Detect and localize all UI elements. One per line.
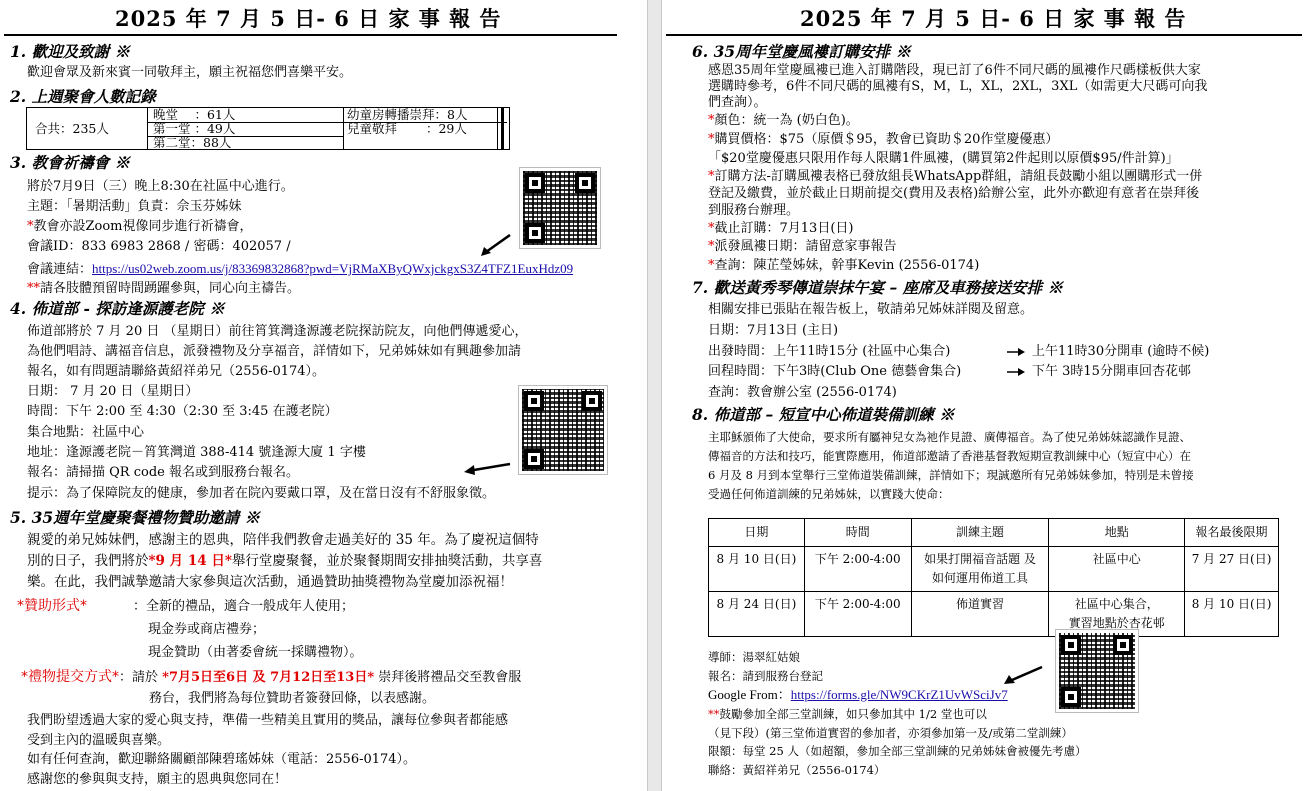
page-title: 2025 年 7 月 5 日- 6 日 家 事 報 告 <box>800 6 1187 31</box>
prayer-meeting-id: 會議ID：833 6983 2868 / 密碼：402057 / <box>27 239 291 254</box>
table-header: 地點 <box>1049 519 1185 547</box>
table-cell: 下午 2:00-4:00 <box>804 592 911 637</box>
sponsor-text: 別的日子，我們將於*9 月 14 日*舉行堂慶聚餐，並於聚餐期間安排抽獎活動，共享喜 <box>27 553 543 569</box>
prayer-date: 將於7月9日（三）晚上8:30在社區中心進行。 <box>27 179 294 194</box>
google-form-link[interactable]: https://forms.gle/NW9CKrZ1UvWSciJv7 <box>790 687 1008 702</box>
visit-date: 日期： 7 月 20 日（星期日） <box>27 384 199 399</box>
table-cell: 8 月 24 日(日) <box>709 592 805 637</box>
table-cell: 下午 2:00-4:00 <box>804 547 911 592</box>
page-gutter <box>647 0 662 791</box>
jacket-deadline: *截止訂購：7月13日(日) <box>708 221 854 236</box>
title-rule <box>4 34 617 36</box>
table-cell: 7 月 27 日(日) <box>1185 547 1279 592</box>
jacket-discount-note: 「$20堂慶優惠只限用作每人限購1件風褸，(購買第2件起則以原價$95/件計算)」 <box>708 151 1179 166</box>
sponsor-thanks: 感謝您的參與與支持，願主的恩典與您同在！ <box>27 772 288 787</box>
attendance-kids: 兒童敬拜 ：29人 <box>347 121 467 136</box>
jacket-text: 們查詢）。 <box>708 95 767 110</box>
gift-submission: 務台，我們將為每位贊助者簽發回條，以表感謝。 <box>149 691 436 706</box>
table-row <box>709 592 1279 637</box>
jacket-text: 感恩35周年堂慶風褸已進入訂購階段，現已訂了6件不同尺碼的風褸作尺碼樣板供大家 <box>708 63 1201 78</box>
training-intro: 6 月及 8 月到本堂舉行三堂佈道裝備訓練，詳情如下；現誠邀所有兄弟姊妹參加，特別是未曾接 <box>708 468 1194 482</box>
farewell-return-bus: 下午 3時15分開車回杏花邨 <box>1032 364 1191 379</box>
farewell-depart-bus: 上午11時30分開車 (逾時不候) <box>1032 344 1210 359</box>
training-intro: 受過任何佈道訓練的兄弟姊妹，以實踐大使命： <box>708 487 950 501</box>
visit-text: 報名，如有問題請聯絡黃紹祥弟兄（2556-0174）。 <box>27 364 326 379</box>
jacket-price: *購買價格：$75（原價＄95，教會已資助＄20作堂慶優惠） <box>708 132 1059 147</box>
farewell-depart: 出發時間：上午11時15分 (社區中心集合) <box>708 344 951 359</box>
attendance-total: 合共：235人 <box>35 121 109 136</box>
arrow-right-icon <box>1006 366 1026 378</box>
table-cell: 如果打開福音話題 及 如何運用佈道工具 <box>911 547 1049 592</box>
section-1-text: 歡迎會眾及新來賓一同敬拜主，願主祝福您們喜樂平安。 <box>27 65 353 80</box>
table-header: 訓練主題 <box>911 519 1049 547</box>
sponsor-form-item: 現金贊助（由著委會統一採購禮物）。 <box>148 645 363 660</box>
visit-meeting-point: 集合地點：社區中心 <box>27 425 145 440</box>
prayer-theme: 主題：「暑期活動」負責：佘玉芬姊妹 <box>27 199 242 214</box>
section-8-heading: 8. 佈道部 – 短宣中心佈道裝備訓練 ※ <box>692 405 955 424</box>
section-2-heading: 2. 上週聚會人數記錄 <box>10 87 156 106</box>
farewell-return: 回程時間：下午3時(Club One 德藝會集合) <box>708 364 962 379</box>
visit-text: 為他們唱詩、講福音信息，派發禮物及分享福音，詳情如下，兄弟姊妹如有興趣參加請 <box>27 344 522 359</box>
prayer-link-line: 會議連結：https://us02web.zoom.us/j/83369832868?pwd=VjRMaXByQWxjckgxS3Z4TFZ1EuxHdz09 <box>27 261 574 277</box>
table-header: 時間 <box>804 519 911 547</box>
left-page <box>0 0 647 791</box>
sponsor-text: 親愛的弟兄姊妹們，感謝主的恩典，陪伴我們教會走過美好的 35 年。為了慶祝這個特 <box>27 532 539 548</box>
training-table <box>708 518 1279 637</box>
section-7-heading: 7. 歡送黃秀琴傳道崇抹午宴 – 座席及車務接送安排 ※ <box>692 278 1064 297</box>
sponsor-form-label: *贊助形式* <box>17 598 87 614</box>
table-cell: 8 月 10 日(日) <box>1185 592 1279 637</box>
attendance-row: 晚堂 ：61人 <box>153 107 236 122</box>
attendance-kids: 幼童房轉播崇拜：8人 <box>347 107 468 122</box>
visit-time: 時間：下午 2:00 至 4:30（2:30 至 3:45 在護老院） <box>27 404 338 419</box>
farewell-date: 日期：7月13日 (主日) <box>708 323 839 338</box>
section-3-heading: 3. 教會祈禱會 ※ <box>10 153 130 172</box>
training-encourage: **鼓勵參加全部三堂訓練，如只參加其中 1/2 堂也可以 <box>708 707 987 721</box>
sponsor-text: 樂。在此，我們誠摯邀請大家參與這次活動，通過贊助抽獎禮物為堂慶加添祝福！ <box>27 574 513 590</box>
sponsor-form-item: 現金券或商店禮券； <box>148 622 266 637</box>
sponsor-form-item: ：全新的禮品，適合一般成年人使用； <box>133 599 355 614</box>
jacket-enquiry: *查詢：陳芷瑩姊妹，幹事Kevin (2556-0174) <box>708 258 980 273</box>
visit-reminder: 提示：為了保障院友的健康，參加者在院內要戴口罩，及在當日沒有不舒服象徵。 <box>27 486 496 501</box>
sponsor-contact: 如有任何查詢，歡迎聯絡關顧部陳碧瑤姊妹（電話：2556-0174）。 <box>27 752 417 767</box>
table-row <box>709 547 1279 592</box>
sponsor-closing: 受到主內的溫暖與喜樂。 <box>27 733 171 748</box>
page-title: 2025 年 7 月 5 日- 6 日 家 事 報 告 <box>115 6 502 31</box>
prayer-zoom: *教會亦設Zoom視像同步進行祈禱會， <box>27 219 253 234</box>
training-intro: 主耶穌頒佈了大使命，要求所有屬神兒女為祂作見證、廣傳福音。為了使兄弟姊妹認識作見證、 <box>708 430 1191 444</box>
table-header: 日期 <box>709 519 805 547</box>
jacket-distribution: *派發風褸日期：請留意家事報告 <box>708 239 897 254</box>
section-5-heading: 5. 35週年堂慶聚餐禮物贊助邀請 ※ <box>10 508 261 527</box>
visit-address: 地址：逢源護老院－筲箕灣道 388-414 號逢源大廈 1 字樓 <box>27 445 366 460</box>
right-page <box>662 0 1309 791</box>
farewell-enquiry: 查詢：教會辦公室 (2556-0174) <box>708 385 897 400</box>
qr-code-icon <box>520 168 600 248</box>
arrow-pointer-icon <box>1002 664 1044 686</box>
title-rule <box>666 34 1302 36</box>
training-contact: 聯絡：黃紹祥弟兄（2556-0174） <box>708 763 886 777</box>
section-6-heading: 6. 35周年堂慶風褸訂購安排 ※ <box>692 42 912 61</box>
qr-code-icon <box>1056 630 1138 712</box>
table-cell: 社區中心集合， 實習地點於杏花邨 <box>1049 592 1185 637</box>
training-instructor: 導師：湯翠紅姑娘 <box>708 650 800 664</box>
table-cell: 8 月 10 日(日) <box>709 547 805 592</box>
jacket-color: *顏色：統一為 (奶白色)。 <box>708 113 859 128</box>
table-cell: 社區中心 <box>1049 547 1185 592</box>
zoom-link[interactable]: https://us02web.zoom.us/j/83369832868?pwd=VjRMaXByQWxjckgxS3Z4TFZ1EuxHdz09 <box>92 261 574 276</box>
arrow-right-icon <box>1006 346 1026 358</box>
visit-text: 佈道部將於 7 月 20 日 （星期日）前往筲箕灣逢源護老院探訪院友，向他們傳遞愛心， <box>27 324 528 339</box>
attendance-row: 第一堂 ：49人 <box>153 121 236 136</box>
visit-register: 報名：請掃描 QR code 報名或到服務台報名。 <box>27 465 299 480</box>
section-4-heading: 4. 佈道部 - 探訪逢源護老院 ※ <box>10 299 225 318</box>
attendance-table <box>26 107 510 150</box>
table-header: 報名最後限期 <box>1185 519 1279 547</box>
attendance-row: 第二堂：88人 <box>153 135 232 150</box>
table-cell: 佈道實習 <box>911 592 1049 637</box>
table-header-row <box>709 519 1279 547</box>
training-form-line: Google From：https://forms.gle/NW9CKrZ1UvWSciJv7 <box>708 687 1008 702</box>
jacket-method: 登記及繳費，並於截止日期前提交(費用及表格)給辦公室，此外亦歡迎有意者在崇拜後 <box>708 186 1200 201</box>
jacket-method: 到服務台辦理。 <box>708 203 800 218</box>
jacket-method: *訂購方法-訂購風褸表格已發放組長WhatsApp群組，請組長鼓勵小組以團購形式一併 <box>708 169 1203 184</box>
training-register: 報名：請到服務台登記 <box>708 669 823 683</box>
jacket-text: 選購時參考，6件不同尺碼的風褸有S，M，L，XL，2XL，3XL（如需更大尺碼可向我 <box>708 79 1208 94</box>
training-note: （見下段）(第三堂佈道實習的參加者，亦須參加第一及/或第二堂訓練） <box>708 726 1073 740</box>
prayer-encourage: **請各肢體預留時間踴躍參與，同心向主禱告。 <box>27 281 301 296</box>
section-1-heading: 1. 歡迎及致謝 ※ <box>10 42 130 61</box>
arrow-pointer-icon <box>462 460 512 476</box>
sponsor-closing: 我們盼望透過大家的愛心與支持，準備一些精美且實用的獎品，讓每位參與者都能感 <box>27 713 509 728</box>
qr-code-icon <box>519 386 607 474</box>
arrow-pointer-icon <box>478 232 514 258</box>
training-intro: 傳福音的方法和技巧，能實際應用，佈道部邀請了香港基督教短期宣教訓練中心（短宣中心）在 <box>708 449 1191 463</box>
farewell-text: 相關安排已張貼在報告板上，敬請弟兄姊妹詳閱及留意。 <box>708 302 1034 317</box>
training-quota: 限額：每堂 25 人（如超額，參加全部三堂訓練的兄弟姊妹會被優先考慮） <box>708 744 1087 758</box>
gift-submission: *禮物提交方式*：請於 *7月5日至6日 及 7月12日至13日* 崇拜後將禮品交至教會服 <box>21 669 522 685</box>
